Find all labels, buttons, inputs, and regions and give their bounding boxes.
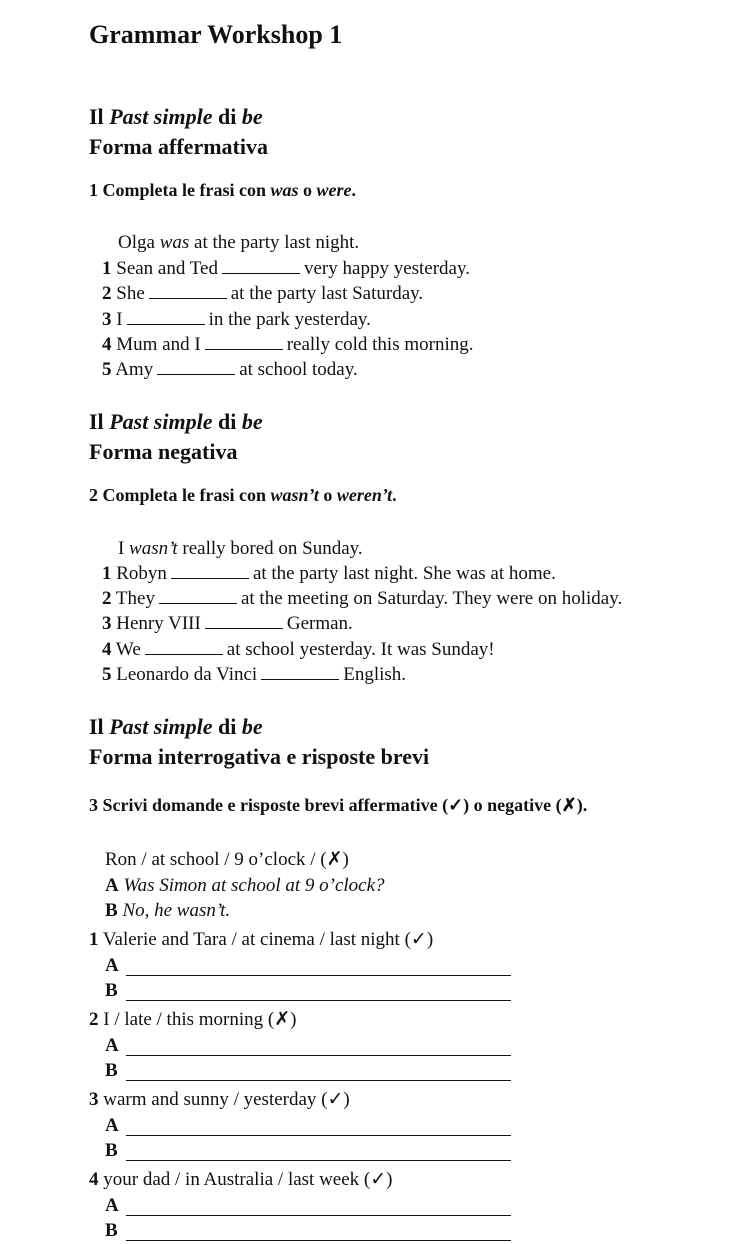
item-number: 2: [102, 283, 112, 304]
item-before: They: [111, 588, 155, 609]
answer-blank[interactable]: [145, 637, 223, 655]
item-after: very happy yesterday.: [304, 258, 471, 279]
answer-row-b: [105, 1058, 118, 1083]
item-before: Sean and Ted: [111, 258, 218, 279]
exercise-item: [102, 561, 556, 586]
page-title: Grammar Workshop 1: [89, 20, 343, 49]
heading-italic-be: be: [241, 409, 263, 434]
example-answer: wasn’t: [129, 538, 178, 559]
item-number: 2: [89, 1009, 99, 1030]
instruction-sep: o: [318, 485, 337, 505]
answer-blank[interactable]: [171, 561, 249, 579]
item-number: 4: [89, 1169, 99, 1190]
section-3-heading: [89, 712, 263, 742]
item-before: She: [111, 283, 145, 304]
question-prompt: [89, 1007, 296, 1032]
answer-row-a: [105, 1193, 119, 1218]
exercise-item: [102, 332, 474, 357]
section-3-subheading: Forma interrogativa e risposte brevi: [89, 744, 430, 769]
answer-line[interactable]: [126, 1135, 511, 1136]
answer-row-b: [105, 1218, 118, 1243]
exercise-item: [102, 281, 423, 306]
example-subject: I: [118, 538, 130, 559]
instruction-end: .: [351, 180, 356, 200]
section-1-heading: [89, 102, 263, 132]
answer-label-b: B: [105, 1140, 118, 1161]
example-answer: was: [159, 232, 190, 253]
heading-prefix: Il: [89, 409, 110, 434]
example-answer: No, he wasn’t.: [117, 900, 231, 921]
answer-line[interactable]: [126, 1215, 511, 1216]
item-number: 3: [89, 1089, 99, 1110]
answer-label-b: B: [105, 900, 118, 921]
item-before: Robyn: [111, 563, 167, 584]
answer-label-a: A: [105, 1115, 119, 1136]
item-after: in the park yesterday.: [208, 309, 371, 330]
answer-line[interactable]: [126, 1160, 511, 1161]
answer-blank[interactable]: [222, 256, 300, 274]
heading-italic: Past simple: [109, 714, 213, 739]
section-3-example-a: [105, 873, 385, 898]
instruction-number: 1: [89, 180, 98, 200]
heading-mid: di: [212, 714, 242, 739]
instruction-word2: were: [316, 180, 352, 200]
answer-label-a: A: [105, 875, 119, 896]
section-2-heading: [89, 407, 263, 437]
section-1-subheading: Forma affermativa: [89, 134, 268, 159]
section-3-instruction: [89, 795, 587, 816]
exercise-item: [102, 307, 371, 332]
instruction-end: .: [392, 485, 397, 505]
item-after: at the party last night. She was at home.: [252, 563, 556, 584]
item-after: at school yesterday. It was Sunday!: [226, 639, 495, 660]
answer-label-b: B: [105, 1220, 118, 1241]
answer-line[interactable]: [126, 1000, 511, 1001]
section-2-instruction: [89, 485, 397, 506]
item-number: 1: [102, 563, 112, 584]
exercise-item: [102, 662, 406, 687]
exercise-item: [102, 357, 358, 382]
item-number: 4: [102, 639, 112, 660]
section-2-example: [118, 536, 363, 561]
example-rest: at the party last night.: [189, 232, 360, 253]
item-before: Leonardo da Vinci: [111, 664, 258, 685]
answer-blank[interactable]: [261, 662, 339, 680]
heading-mid: di: [212, 104, 242, 129]
item-number: 3: [102, 613, 112, 634]
item-after: English.: [343, 664, 407, 685]
heading-italic: Past simple: [109, 104, 213, 129]
heading-prefix: Il: [89, 104, 110, 129]
section-1-instruction: [89, 180, 356, 201]
exercise-item: [102, 586, 622, 611]
item-after: really cold this morning.: [286, 334, 474, 355]
answer-blank[interactable]: [149, 281, 227, 299]
item-before: Henry VIII: [111, 613, 201, 634]
item-number: 1: [89, 929, 99, 950]
answer-row-a: [105, 1113, 119, 1138]
answer-label-a: A: [105, 1035, 119, 1056]
answer-row-b: [105, 1138, 118, 1163]
example-question: Was Simon at school at 9 o’clock?: [118, 875, 385, 896]
section-3-example-prompt: Ron / at school / 9 o’clock / (✗): [105, 849, 349, 870]
item-after: at the party last Saturday.: [230, 283, 424, 304]
answer-line[interactable]: [126, 1055, 511, 1056]
prompt-text: Valerie and Tara / at cinema / last night (✓): [98, 929, 434, 950]
question-prompt: [89, 1087, 350, 1112]
item-before: We: [111, 639, 141, 660]
answer-label-a: A: [105, 955, 119, 976]
item-after: German.: [286, 613, 353, 634]
answer-line[interactable]: [126, 1240, 511, 1241]
answer-label-b: B: [105, 980, 118, 1001]
question-prompt: [89, 1167, 393, 1192]
item-after: at the meeting on Saturday. They were on holiday.: [240, 588, 623, 609]
item-number: 1: [102, 258, 112, 279]
answer-row-a: [105, 1033, 119, 1058]
item-before: I: [111, 309, 123, 330]
answer-blank[interactable]: [205, 611, 283, 629]
section-1-example: [118, 230, 359, 255]
prompt-text: warm and sunny / yesterday (✓): [98, 1089, 350, 1110]
answer-label-a: A: [105, 1195, 119, 1216]
instruction-word1: wasn’t: [270, 485, 319, 505]
question-prompt: [89, 927, 433, 952]
prompt-text: your dad / in Australia / last week (✓): [98, 1169, 393, 1190]
instruction-number: 3: [89, 795, 98, 815]
instruction-word2: weren’t: [336, 485, 393, 505]
item-number: 5: [102, 664, 112, 685]
answer-row-b: [105, 978, 118, 1003]
item-before: Amy: [111, 359, 154, 380]
item-number: 3: [102, 309, 112, 330]
item-number: 2: [102, 588, 112, 609]
answer-blank[interactable]: [205, 332, 283, 350]
exercise-item: [102, 637, 495, 662]
section-3-example-b: [105, 898, 230, 923]
answer-label-b: B: [105, 1060, 118, 1081]
heading-prefix: Il: [89, 714, 110, 739]
answer-row-a: [105, 953, 119, 978]
heading-italic-be: be: [241, 714, 263, 739]
section-2-subheading: Forma negativa: [89, 439, 238, 464]
heading-italic-be: be: [241, 104, 263, 129]
answer-line[interactable]: [126, 1080, 511, 1081]
exercise-item: [102, 256, 470, 281]
exercise-item: [102, 611, 353, 636]
instruction-sep: o: [298, 180, 317, 200]
prompt-text: I / late / this morning (✗): [98, 1009, 297, 1030]
answer-line[interactable]: [126, 975, 511, 976]
answer-blank[interactable]: [157, 357, 235, 375]
item-number: 5: [102, 359, 112, 380]
example-subject: Olga: [118, 232, 160, 253]
heading-mid: di: [212, 409, 242, 434]
item-before: Mum and I: [111, 334, 201, 355]
answer-blank[interactable]: [159, 586, 237, 604]
instruction-word1: was: [270, 180, 299, 200]
item-after: at school today.: [239, 359, 358, 380]
item-number: 4: [102, 334, 112, 355]
heading-italic: Past simple: [109, 409, 213, 434]
instruction-number: 2: [89, 485, 98, 505]
instruction-text: Completa le frasi con: [98, 485, 271, 505]
example-rest: really bored on Sunday.: [177, 538, 363, 559]
instruction-text: Completa le frasi con: [98, 180, 271, 200]
instruction-text: Scrivi domande e risposte brevi affermative (✓) o negative (✗).: [98, 795, 588, 815]
answer-blank[interactable]: [127, 307, 205, 325]
